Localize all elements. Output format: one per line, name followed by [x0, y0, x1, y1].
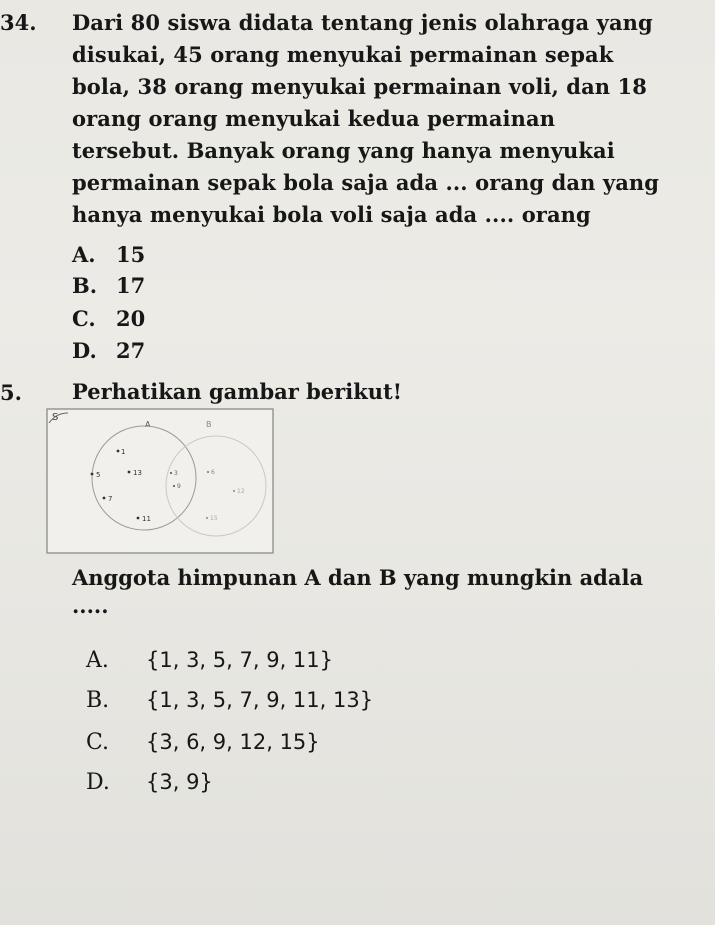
option-value: {3, 6, 9, 12, 15}	[146, 730, 320, 754]
option-letter: A.	[86, 648, 109, 673]
question-34-line: Dari 80 siswa didata tentang jenis olahraga yang	[72, 10, 653, 35]
question-34-line: tersebut. Banyak orang yang hanya menyukai	[72, 138, 615, 163]
question-35-option-a[interactable]	[86, 645, 333, 676]
question-34-option-d[interactable]	[72, 336, 145, 366]
option-value: 20	[116, 306, 146, 331]
element-dot	[207, 471, 209, 473]
question-34-option-c[interactable]	[72, 304, 145, 334]
question-34-option-a[interactable]	[72, 240, 145, 270]
element-label: 15	[210, 515, 218, 522]
question-35-title: Perhatikan gambar berikut!	[72, 379, 402, 404]
question-34-option-b[interactable]	[72, 271, 145, 301]
element-dot	[137, 517, 140, 520]
element-label: 5	[96, 471, 101, 479]
element-dot	[233, 490, 235, 492]
element-label: 11	[142, 515, 151, 523]
question-35-option-b[interactable]	[86, 685, 373, 716]
option-value: 27	[116, 338, 146, 363]
question-35-number: 5.	[0, 380, 22, 405]
element-dot	[173, 485, 175, 487]
element-dot	[170, 472, 172, 474]
question-34-line: bola, 38 orang menyukai permainan voli, dan 18	[72, 74, 647, 99]
element-dot	[206, 517, 208, 519]
question-35-option-d[interactable]	[86, 767, 213, 798]
option-letter: C.	[72, 306, 96, 331]
element-label: 9	[177, 483, 181, 490]
question-34-text	[72, 7, 712, 231]
set-b-label: B	[206, 420, 212, 429]
set-a-label: A	[145, 420, 151, 429]
element-dot	[103, 497, 106, 500]
element-label: 7	[108, 495, 113, 503]
option-value: {1, 3, 5, 7, 9, 11}	[146, 648, 334, 672]
option-value: {1, 3, 5, 7, 9, 11, 13}	[146, 688, 374, 712]
option-value: {3, 9}	[146, 770, 213, 794]
answer-blank: .....	[72, 593, 109, 618]
question-35-option-c[interactable]	[86, 727, 320, 758]
question-35-text: Anggota himpunan A dan B yang mungkin adala	[72, 565, 644, 590]
element-label: 3	[174, 470, 178, 477]
element-dot	[117, 450, 120, 453]
option-letter: D.	[72, 338, 97, 363]
universe-rectangle	[47, 409, 273, 553]
element-label: 6	[211, 469, 215, 476]
question-34-line: hanya menyukai bola voli saja ada .... orang	[72, 202, 591, 227]
option-value: 17	[116, 273, 146, 298]
option-letter: D.	[86, 770, 110, 795]
element-dot	[91, 473, 94, 476]
question-34-number: 34.	[0, 10, 37, 35]
element-label: 1	[121, 448, 126, 456]
question-34-line: disukai, 45 orang menyukai permainan sepak	[72, 42, 614, 67]
element-label: 12	[237, 488, 245, 495]
venn-diagram	[46, 408, 274, 554]
option-letter: B.	[86, 688, 110, 713]
element-label: 13	[133, 469, 142, 477]
option-letter: C.	[86, 730, 110, 755]
option-letter: B.	[72, 273, 98, 298]
option-value: 15	[116, 242, 146, 267]
question-34-line: permainan sepak bola saja ada ... orang dan yang	[72, 170, 660, 195]
element-dot	[128, 471, 131, 474]
question-34-line: orang orang menyukai kedua permainan	[72, 106, 556, 131]
option-letter: A.	[72, 242, 96, 267]
universe-label: S	[52, 412, 59, 423]
